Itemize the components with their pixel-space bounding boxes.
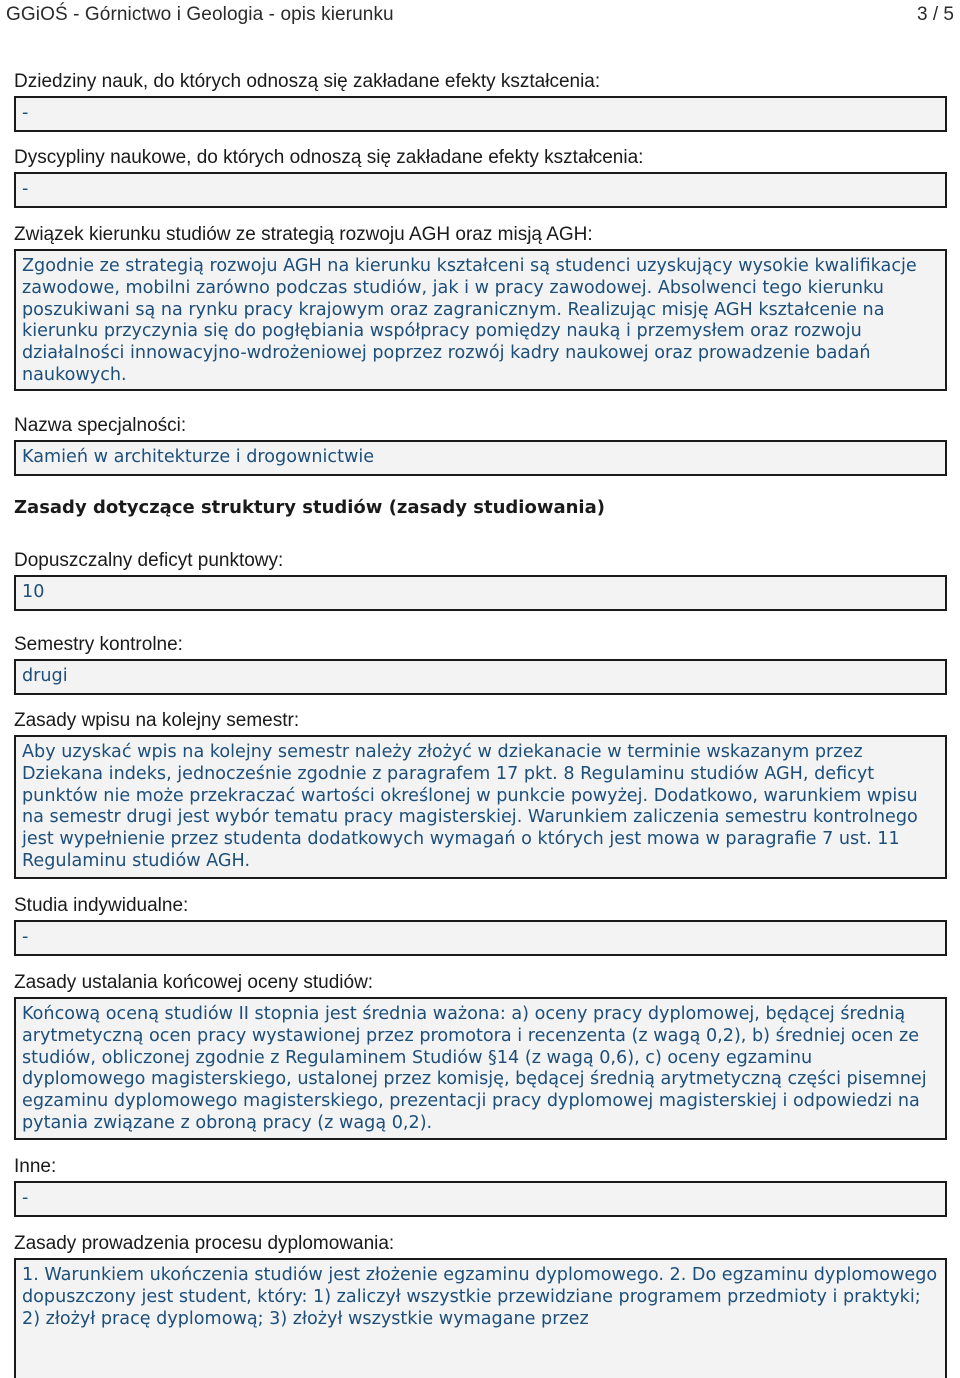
field-value: Kamień w architekturze i drogownictwie [14, 440, 947, 476]
field-label: Zasady wpisu na kolejny semestr: [14, 710, 300, 731]
field-value: Końcową oceną studiów II stopnia jest średnia ważona: a) oceny pracy dyplomowej, będącej średnią arytmetyczną ocen pracy wystawionej przez promotora i recenzenta (z wagą 0,2), b) średniej ocen ze studiów, obliczonej zgodnie z Regulaminem Studiów §14 (z wagą 0,6), c) oceny egzaminu dyplomowego magisterskiego, ustalonej przez komisję, będącej średnią arytmetyczną części pisemnej egzaminu dyplomowego magisterskiego, prezentacji pracy dyplomowej magisterskiej i odpowiedzi na pytania związane z obroną pracy (z wagą 0,2). [14, 997, 947, 1140]
section-ocena [14, 971, 947, 1140]
field-value: 1. Warunkiem ukończenia studiów jest złożenie egzaminu dyplomowego. 2. Do egzaminu dyplomowego dopuszczony jest student, który: 1) zaliczył wszystkie przewidziane programem przedmioty i praktyki; 2) złożył pracę dyplomową; 3) złożył wszystkie wymagane przez [14, 1258, 947, 1378]
field-value: - [14, 172, 947, 208]
section-strategia [14, 223, 947, 391]
section-inne [14, 1155, 947, 1217]
section-semestry [14, 633, 947, 695]
document-title: GGiOŚ - Górnictwo i Geologia - opis kierunku [6, 4, 394, 25]
section-dyscypliny [14, 146, 947, 208]
field-label: Inne: [14, 1156, 57, 1177]
field-value: Aby uzyskać wpis na kolejny semestr należy złożyć w dziekanacie w terminie wskazanym przez Dziekana indeks, jednocześnie zgodnie z paragrafem 17 pkt. 8 Regulaminu studiów AGH, deficyt punktów nie może przekraczać wartości określonej w punkcie powyżej. Dodatkowo, warunkiem wpisu na semestr drugi jest wybór tematu pracy magisterskiej. Warunkiem zaliczenia semestru kontrolnego jest wypełnienie przez studenta dodatkowych wymagań o których jest mowa w paragrafie 7 ust. 11 Regulaminu studiów AGH. [14, 735, 947, 879]
section-heading: Zasady dotyczące struktury studiów (zasady studiowania) [14, 497, 605, 518]
field-label: Zasady ustalania końcowej oceny studiów: [14, 972, 374, 993]
section-specjalnosc [14, 414, 947, 476]
field-value: 10 [14, 575, 947, 611]
field-value: drugi [14, 659, 947, 695]
field-label: Dziedziny nauk, do których odnoszą się zakładane efekty kształcenia: [14, 71, 601, 92]
field-label: Semestry kontrolne: [14, 634, 183, 655]
field-label: Dyscypliny naukowe, do których odnoszą się zakładane efekty kształcenia: [14, 147, 644, 168]
field-value: - [14, 920, 947, 956]
section-dziedziny [14, 70, 947, 132]
section-wpis [14, 709, 947, 879]
field-value: Zgodnie ze strategią rozwoju AGH na kierunku kształceni są studenci uzyskujący wysokie kwalifikacje zawodowe, mobilni zarówno podczas studiów, jak i w pracy zawodowej. Absolwenci tego kierunku poszukiwani są na rynku pracy krajowym oraz zagranicznym. Realizując misję AGH kształcenie na kierunku przyczynia się do pogłębiania współpracy pomiędzy nauką i przemysłem oraz rozwoju działalności innowacyjno-wdrożeniowej poprzez rozwój kadry naukowej oraz prowadzenie badań naukowych. [14, 249, 947, 391]
field-value: - [14, 96, 947, 132]
section-deficyt [14, 549, 947, 611]
page-header [0, 0, 960, 28]
field-label: Dopuszczalny deficyt punktowy: [14, 550, 284, 571]
field-label: Nazwa specjalności: [14, 415, 187, 436]
section-dyplomowanie [14, 1232, 947, 1378]
field-label: Zasady prowadzenia procesu dyplomowania: [14, 1233, 395, 1254]
section-indywidualne [14, 894, 947, 956]
field-label: Studia indywidualne: [14, 895, 189, 916]
page-number: 3 / 5 [917, 4, 954, 25]
field-value: - [14, 1181, 947, 1217]
field-label: Związek kierunku studiów ze strategią rozwoju AGH oraz misją AGH: [14, 224, 593, 245]
